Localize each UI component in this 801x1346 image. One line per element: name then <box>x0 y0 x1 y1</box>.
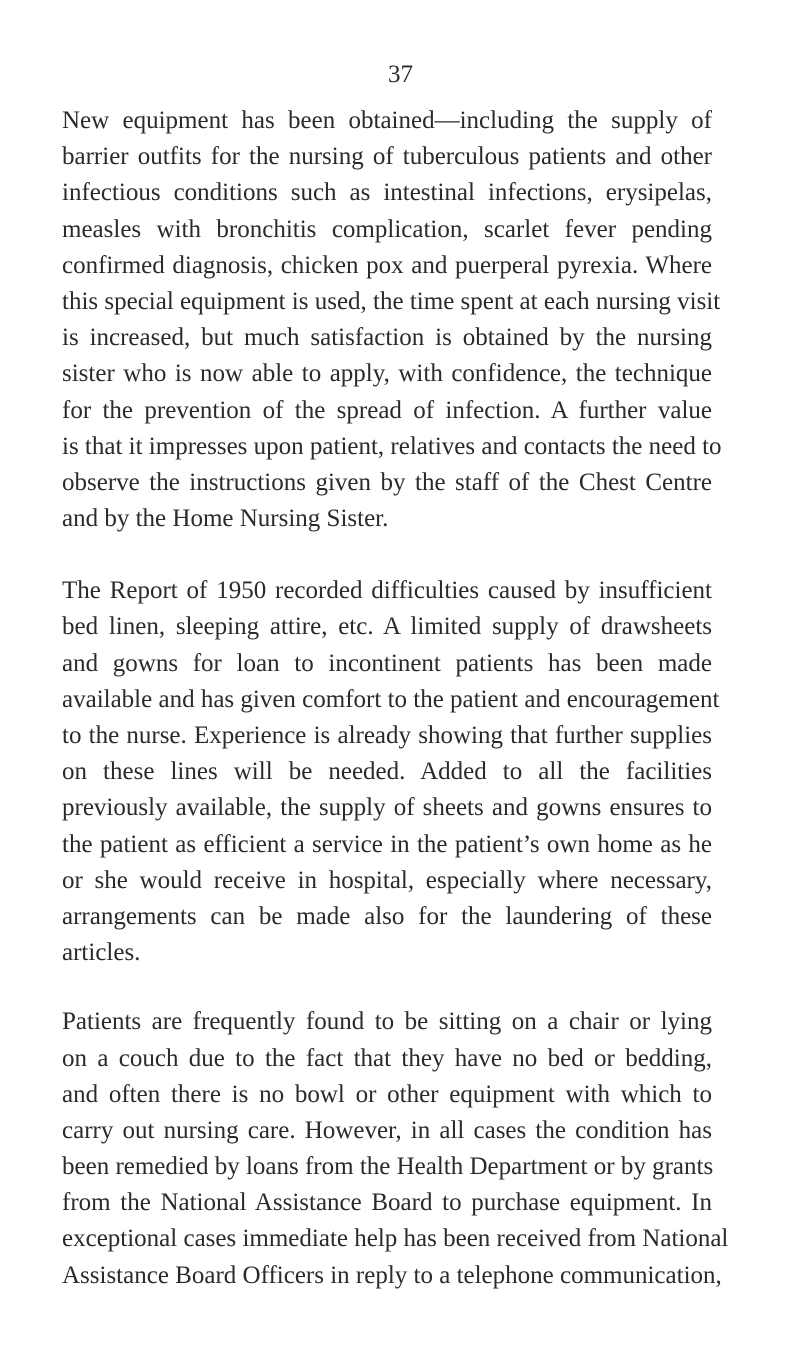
text-line: The Report of 1950 recorded difficulties caused by insufficient <box>62 577 712 605</box>
text-line: infectious conditions such as intestinal infections, erysipelas, <box>62 179 712 207</box>
text-line: is increased, but much satisfaction is obtained by the nursing <box>62 324 712 352</box>
text-line: measles with bronchitis complication, scarlet fever pending <box>62 215 712 243</box>
paragraph-patients <box>62 1004 729 1294</box>
text-line: is that it impresses upon patient, relatives and contacts the need to <box>62 432 722 460</box>
body-text <box>62 103 729 1294</box>
text-line: and gowns for loan to incontinent patients has been made <box>62 649 712 677</box>
paragraph-new-equipment <box>62 103 722 537</box>
text-line: barrier outfits for the nursing of tuberculous patients and other <box>62 143 712 171</box>
text-line: Patients are frequently found to be sitting on a chair or lying <box>62 1008 712 1036</box>
text-line: carry out nursing care. However, in all cases the condition has <box>62 1116 712 1144</box>
text-line: sister who is now able to apply, with confidence, the technique <box>62 360 712 388</box>
text-line: been remedied by loans from the Health Department or by grants <box>62 1153 714 1181</box>
text-line: New equipment has been obtained—including the supply of <box>62 107 712 134</box>
text-line: this special equipment is used, the time spent at each nursing visit <box>62 287 721 315</box>
text-line: for the prevention of the spread of infection. A further value <box>62 396 712 424</box>
text-line: previously available, the supply of sheets and gowns ensures to <box>62 794 712 822</box>
text-line: available and has given comfort to the patient and encouragement <box>62 685 720 713</box>
text-line: from the National Assistance Board to purchase equipment. In <box>62 1189 712 1217</box>
paragraph-spacer <box>62 971 712 1004</box>
text-line: Assistance Board Officers in reply to a telephone communication, <box>62 1261 722 1289</box>
text-line: articles. <box>62 939 141 967</box>
paragraph-spacer <box>62 537 712 573</box>
text-line: on these lines will be needed. Added to all the facilities <box>62 758 712 786</box>
text-line: and often there is no bowl or other equipment with which to <box>62 1080 712 1108</box>
text-line: and by the Home Nursing Sister. <box>62 505 389 533</box>
text-line: arrangements can be made also for the laundering of these <box>62 902 712 930</box>
text-line: on a couch due to the fact that they have no bed or bedding, <box>62 1044 712 1072</box>
text-line: bed linen, sleeping attire, etc. A limited supply of drawsheets <box>62 613 712 641</box>
paragraph-report-1950 <box>62 573 720 971</box>
text-line: to the nurse. Experience is already showing that further supplies <box>62 722 712 749</box>
text-line: exceptional cases immediate help has been received from National <box>62 1225 729 1253</box>
page-number: 37 <box>388 61 413 88</box>
text-line: observe the instructions given by the staff of the Chest Centre <box>62 468 712 496</box>
text-line: the patient as efficient a service in the patient’s own home as he <box>62 830 712 858</box>
text-line: or she would receive in hospital, especially where necessary, <box>62 866 712 894</box>
text-line: confirmed diagnosis, chicken pox and puerperal pyrexia. Where <box>62 251 712 279</box>
